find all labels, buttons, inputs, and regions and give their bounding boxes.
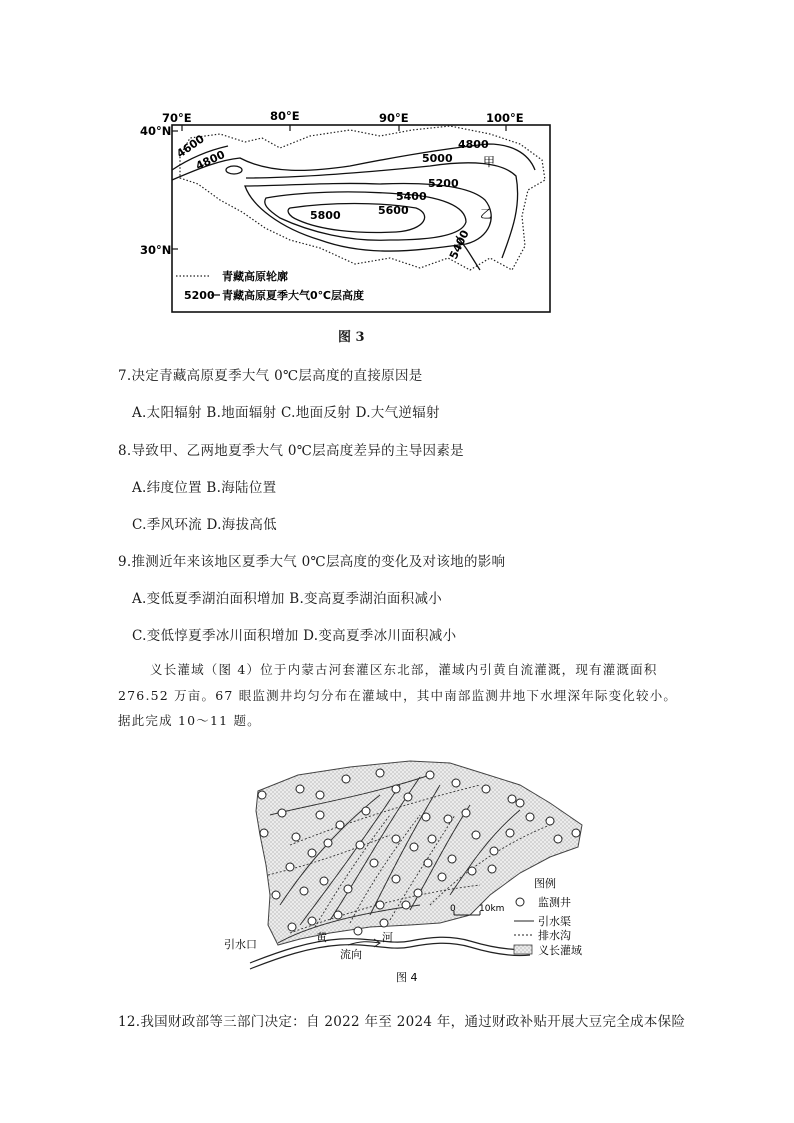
- scale-end: 10km: [479, 904, 505, 914]
- contour-label: 5000: [422, 152, 453, 165]
- contour-label: 5600: [378, 204, 409, 217]
- figure3-legend: [176, 269, 364, 302]
- question-9-options-line2: C.变低惇夏季冰川面积增加 D.变高夏季冰川面积减小: [132, 628, 457, 644]
- flow-label: 流向: [340, 948, 362, 961]
- lon-label-80: 80°E: [270, 109, 300, 123]
- contour-label: 5200: [428, 177, 459, 190]
- irrigation-district-area: [256, 761, 582, 945]
- passage-line-3: 据此完成 10～11 题。: [118, 713, 261, 728]
- yellow-river-bank: [250, 943, 530, 969]
- legend-canal: 引水渠: [538, 915, 571, 928]
- lat-label-30: 30°N: [140, 243, 172, 257]
- lon-label-90: 90°E: [379, 111, 409, 125]
- legend-outline-text: 青藏高原轮廓: [222, 270, 288, 283]
- place-label-jia: 甲: [483, 155, 496, 169]
- contour-label: 4600: [174, 132, 207, 161]
- passage-line-2: 276.52 万亩。67 眼监测井均匀分布在灌域中，其中南部监测井地下水埋深年际变化较小。: [118, 688, 678, 703]
- contour-label: 5800: [310, 209, 341, 222]
- river-label-huang: 黄: [316, 931, 327, 944]
- question-8-options-line1: A.纬度位置 B.海陆位置: [132, 480, 277, 496]
- legend-title: 图例: [534, 877, 556, 890]
- question-12-stem: 12.我国财政部等三部门决定：自 2022 年至 2024 年，通过财政补贴开展大豆完全成本保险: [118, 1014, 686, 1030]
- figure4-legend: [514, 876, 582, 957]
- plateau-outline: [180, 126, 545, 270]
- legend-drain: 排水沟: [538, 929, 571, 942]
- question-8-options-line2: C.季风环流 D.海拔高低: [132, 517, 277, 533]
- lat-label-40: 40°N: [140, 124, 172, 138]
- question-9-options-line1: A.变低夏季湖泊面积增加 B.变高夏季湖泊面积减小: [132, 591, 443, 607]
- legend-well: 监测井: [538, 896, 571, 909]
- lon-label-100: 100°E: [486, 111, 524, 125]
- question-7-stem: 7.决定青藏高原夏季大气 0℃层高度的直接原因是: [118, 368, 423, 384]
- figure-3: [140, 108, 570, 323]
- question-8-stem: 8.导致甲、乙两地夏季大气 0℃层高度差异的主导因素是: [118, 443, 464, 459]
- question-7-options: A.太阳辐射 B.地面辐射 C.地面反射 D.大气逆辐射: [132, 405, 440, 421]
- yichang-irrigation-map: [220, 755, 600, 985]
- figure-4: [220, 755, 600, 985]
- passage-line-1: 义长灌域（图 4）位于内蒙古河套灌区东北部，灌域内引黄自流灌溉，现有灌溉面积: [150, 662, 658, 677]
- scale-start: 0: [450, 904, 456, 914]
- contour-label: 5400: [446, 228, 472, 262]
- lon-label-70: 70°E: [162, 111, 192, 125]
- intake-label: 引水口: [224, 938, 257, 951]
- contour-label: 4800: [458, 138, 489, 151]
- legend-contour-value: 5200: [184, 289, 215, 302]
- river-label-he: 河: [382, 931, 393, 944]
- figure-3-caption: 图 3: [338, 330, 365, 345]
- contour-label-group: [174, 132, 489, 261]
- tibetan-plateau-map: [140, 108, 570, 323]
- contour-label: 4800: [193, 147, 228, 173]
- map-frame: [172, 125, 550, 312]
- legend-contour-text: 青藏高原夏季大气0℃层高度: [222, 289, 364, 302]
- question-9-stem: 9.推测近年来该地区夏季大气 0℃层高度的变化及对该地的影响: [118, 554, 506, 570]
- figure-4-caption: 图 4: [396, 971, 418, 984]
- contour-label: 5400: [396, 190, 427, 203]
- legend-district: 义长灌域: [538, 944, 582, 957]
- place-label-yi: 乙: [480, 207, 493, 221]
